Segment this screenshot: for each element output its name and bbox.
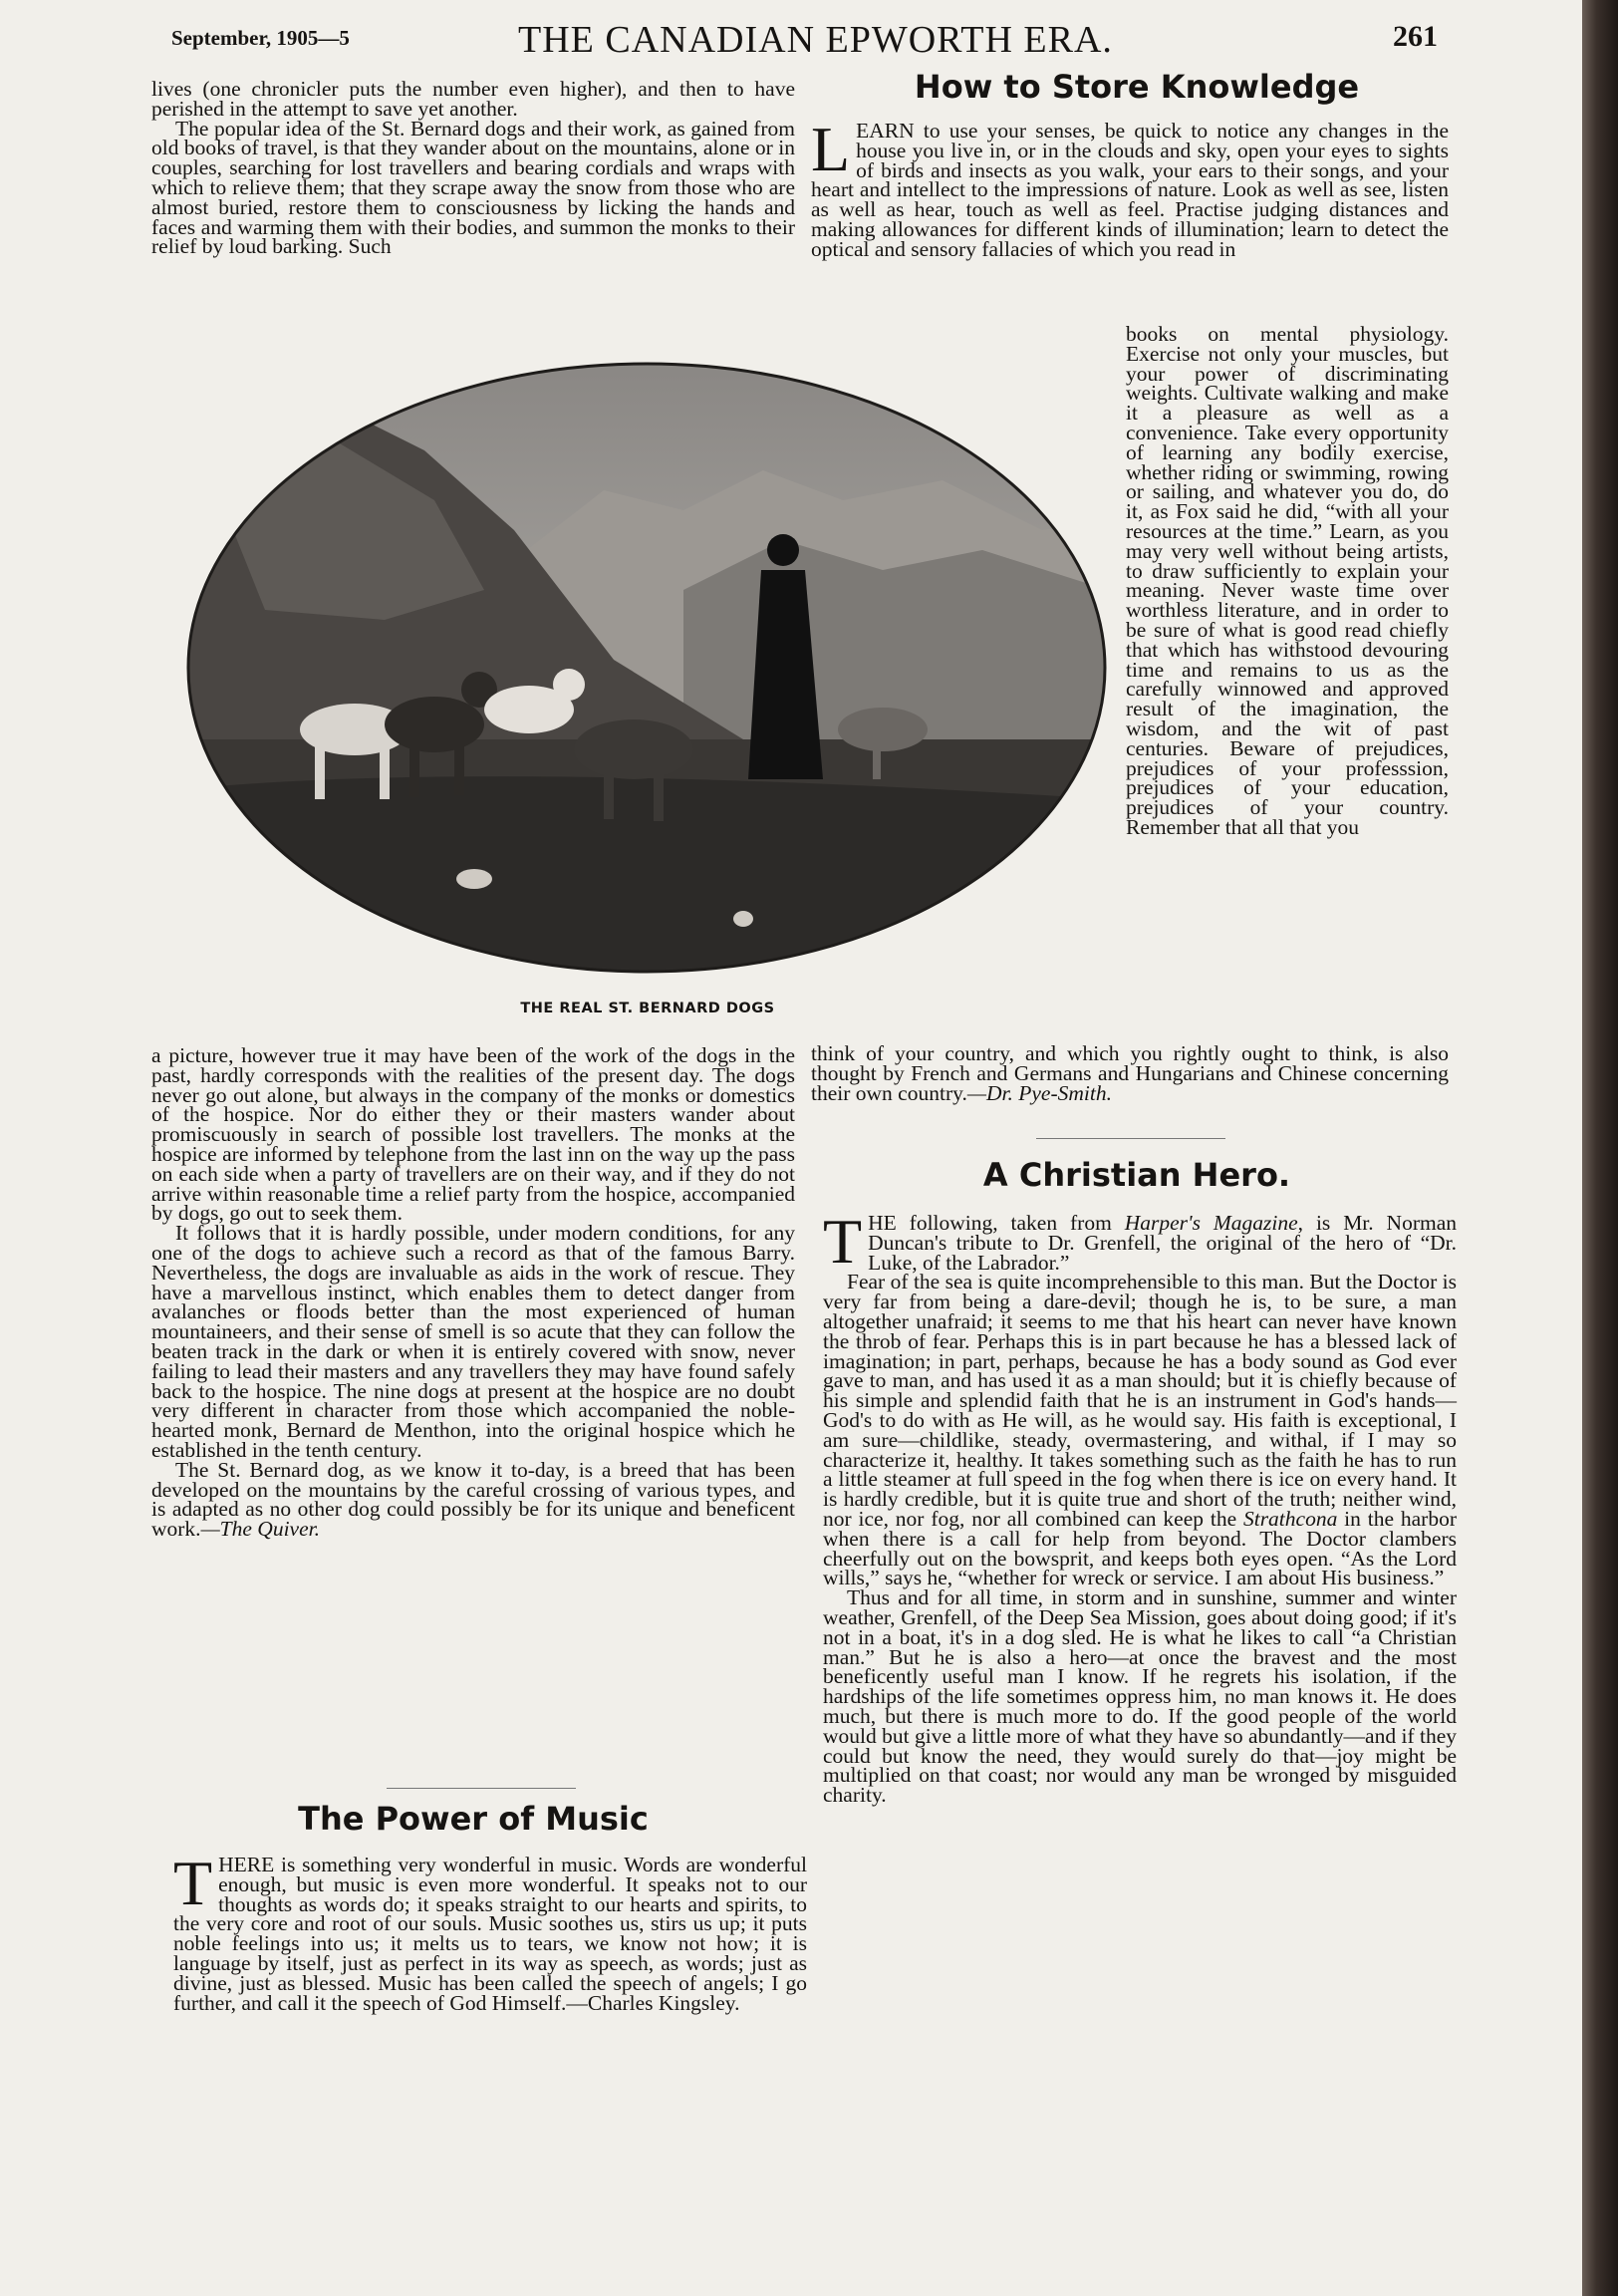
source-title: Harper's Magazine	[1124, 1211, 1298, 1235]
paragraph: in the harbor when there is a call for help from beyond. The Doctor clambers cheerfully out on the bowsprit, and keeps both eyes open. “As the Lord wills,” says he, “whether for wreck or service. I am about His business.”	[823, 1506, 1457, 1590]
knowledge-body-top	[811, 114, 1449, 261]
page-number: 261	[1393, 20, 1438, 53]
ship-name: Strathcona	[1242, 1506, 1338, 1531]
music-text: HERE is something very wonderful in music. Words are wonderful enough, but music is even more wonderful. It speaks not to our thoughts as words do; it speaks straight to our hearts and spirits, to the very core and root of our souls. Music soothes us, stirs us up; it puts noble feelings into us; it melts us to tears, we know not how; it is language by itself, just as perfect in its way as speech, as words; just as divine, just as blessed. Music has been called the speech of angels; I go further, and call it the speech of God Himself.—Charles Kingsley.	[173, 1853, 807, 2015]
drop-cap: T	[823, 1206, 863, 1277]
attribution: —Dr. Pye-Smith.	[966, 1080, 1112, 1105]
knowledge-body-bottom	[811, 1041, 1449, 1105]
article-title-hero: A Christian Hero.	[982, 1156, 1291, 1194]
st-bernard-dogs-photo	[185, 361, 1108, 975]
divider	[387, 1788, 576, 1789]
paragraph: a picture, however true it may have been of the work of the dogs in the past, hardly corresponds with the realities of the present day. The dogs never go out alone, but always in the company of the monks or domestics of the hospice. Nor do either they or their masters wander about promiscuously in search of possible lost travellers. The monks at the hospice are informed by telephone from the last inn on the way up the pass on each side when a party of travellers are on their way, and if they do not arrive within reasonable time a relief party from the hospice, accompanied by dogs, go out to seek them.	[151, 1043, 795, 1226]
paragraph: Thus and for all time, in storm and in sunshine, summer and winter weather, Grenfell, of the Deep Sea Mission, goes about doing good; if it's not in a boat, it's in a dog sled. He is what he likes to call “a Christian man.” But he is also a hero—at once the bravest and the most beneficently useful man I know. If he regrets his isolation, if the hardships of the life sometimes oppress him, no man knows it. He does much, but there is much more to do. If the good people of the world would but give a little more of what they have so abundantly—and if they could but know the need, they would surely do that—joy might be multiplied on that coast; nor would any man be wronged by misguided charity.	[823, 1585, 1457, 1808]
attribution: —The Quiver.	[200, 1517, 320, 1542]
hero-intro-rest: , is Mr. Norman Duncan's tribute to Dr. Grenfell, the original of the hero of “Dr. Luke, of the Labrador.”	[868, 1211, 1458, 1275]
hero-intro: HE following, taken from	[868, 1211, 1125, 1235]
masthead-title: THE CANADIAN EPWORTH ERA.	[518, 19, 1113, 61]
knowledge-text-narrow: books on mental physiology. Exercise not only your muscles, but your power of discriminating weights. Cultivate walking and make it a pleasure as well as a convenience. Take every opportunity of learning any bodily exercise, whether riding or swimming, rowing or sailing, and whatever you do, do it, as Fox said he did, “with all your resources at the time.” Learn, as you may very well without being artists, to draw sufficiently to explain your meaning. Never waste time over worthless literature, and in order to be sure of what is good read chiefly that which has withstood devouring time and remains to us as the carefully winnowed and approved result of the imagination, the wisdom, and the wit of past centuries. Beware of prejudices, prejudices of your professsion, prejudices of your education, prejudices of your country. Remember that all that you	[1126, 322, 1449, 839]
divider	[1036, 1138, 1225, 1139]
drop-cap: T	[173, 1848, 213, 1918]
paragraph: lives (one chronicler puts the number even higher), and then to have perished in the attempt to save yet another.	[151, 77, 795, 121]
music-article-body	[173, 1848, 807, 2015]
book-binding-edge	[1582, 0, 1618, 2296]
knowledge-text-bottom: think of your country, and which you rightly ought to think, is also thought by French and Germans and Hungarians and Chinese concerning their own country.	[811, 1041, 1449, 1105]
knowledge-body-narrow	[1126, 322, 1449, 839]
paragraph: Fear of the sea is quite incomprehensible to this man. But the Doctor is very far from being a dare-devil; though he is, to be sure, a man altogether unafraid; it seems to me that his heart can never have known the throb of fear. Perhaps this is in part because he has a blessed lack of imagination; in part, perhaps, because he has a body sound as God ever gave to man, and has used it as a man should; but it is chiefly because of his simple and splendid faith that he is an instrument in God's hands—God's to do with as He will, as he would say. His faith is exceptional, I am sure—childlike, steady, overmastering, and withal, if I may so characterize it, healthy. It takes something such as the faith he has to run a little steamer at full speed in the fog when there is ice on every hand. It is hardly credible, but it is quite true and short of the truth; neither wind, nor ice, nor fog, nor all combined can keep the	[823, 1270, 1457, 1531]
photo-caption: THE REAL ST. BERNARD DOGS	[520, 1001, 775, 1016]
knowledge-text-top: EARN to use your senses, be quick to notice any changes in the house you live in, or in the clouds and sky, open your eyes to sights of birds and insects as you walk, your ears to their songs, and your heart and intellect to the impressions of nature. Look as well as see, listen as well as hear, touch as well as feel. Practise judging distances and making allowances for different kinds of illumination; learn to detect the optical and sensory fallacies of which you read in	[811, 119, 1449, 261]
st-bernard-article-continued	[151, 1043, 795, 1542]
issue-date: September, 1905—5	[171, 26, 350, 50]
hero-article-body	[823, 1206, 1458, 1808]
article-title-knowledge: How to Store Knowledge	[914, 68, 1360, 106]
paragraph: The St. Bernard dog, as we know it to-day, is a breed that has been developed on the mountains by the careful crossing of various types, and is adapted as no other dog could possibly be for its unique and beneficent work.	[151, 1457, 795, 1542]
article-title-music: The Power of Music	[298, 1800, 649, 1838]
st-bernard-article-top	[151, 77, 795, 259]
paragraph: The popular idea of the St. Bernard dogs and their work, as gained from old books of travel, is that they wander about on the mountains, alone or in couples, searching for lost travellers and bearing cordials and wraps with which to relieve them; that they scrape away the snow from those who are almost buried, restore them to consciousness by licking the hands and faces and warming them with their bodies, and summon the monks to their relief by loud barking. Such	[151, 116, 795, 259]
drop-cap: L	[811, 114, 851, 184]
paragraph: It follows that it is hardly possible, under modern conditions, for any one of the dogs to achieve such a record as that of the famous Barry. Nevertheless, the dogs are invaluable as aids in the work of rescue. They have a marvellous instinct, which enables them to detect danger from avalanches or floods better than the most experienced of human mountaineers, and their sense of smell is so acute that they can follow the beaten track in the dark or when it is entirely covered with snow, never failing to lead their masters and any travellers they may have found safely back to the hospice. The nine dogs at present at the hospice are no doubt very different in character from those which accompanied the noble-hearted monk, Bernard de Menthon, into the original hospice which he established in the tenth century.	[151, 1221, 795, 1462]
photo-illustration	[185, 361, 1108, 975]
